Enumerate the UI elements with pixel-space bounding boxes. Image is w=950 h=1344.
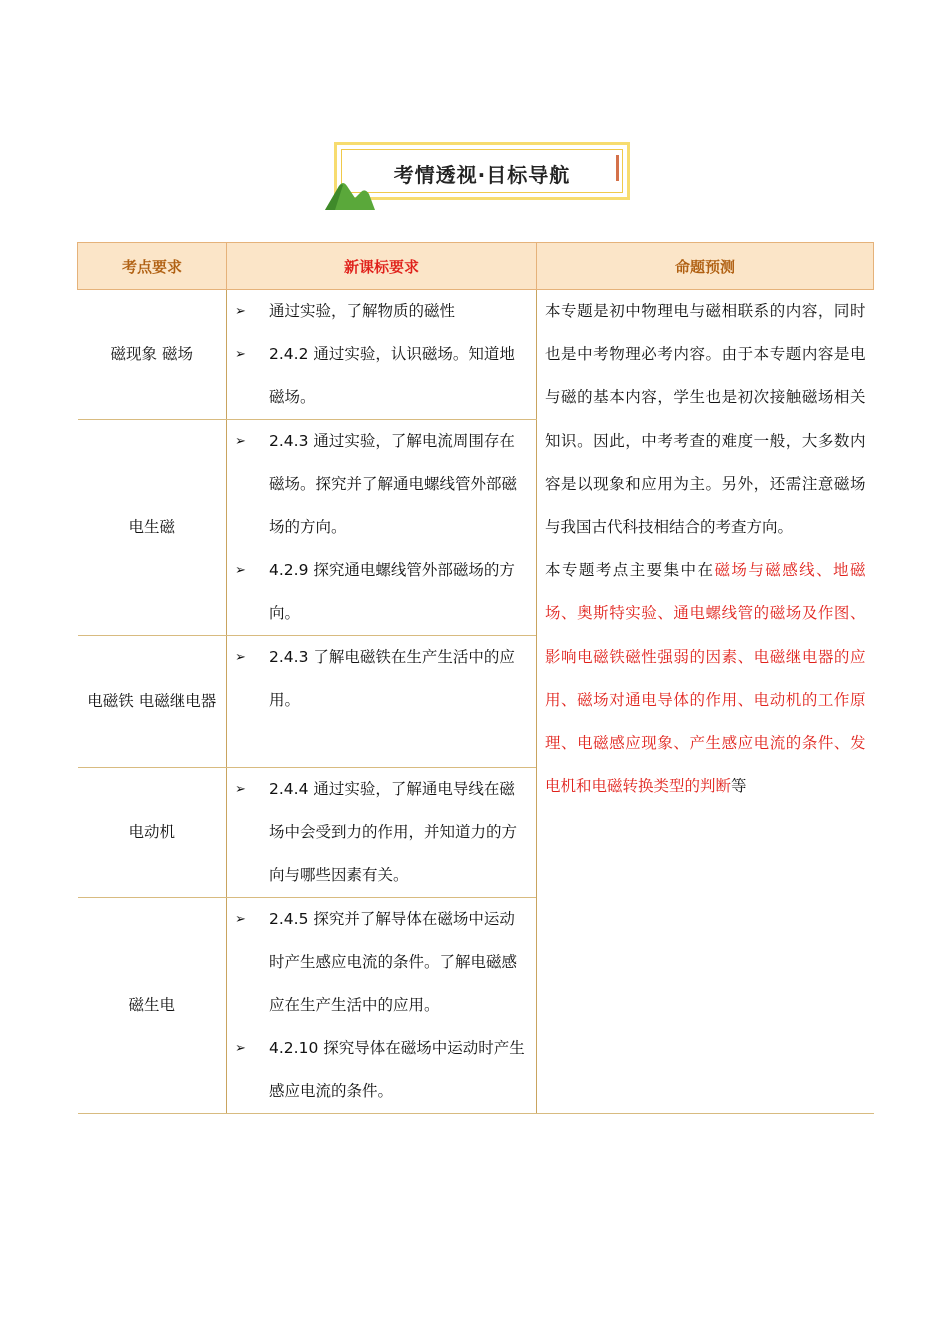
prediction-paragraph-1: 本专题是初中物理电与磁相联系的内容，同时也是中考物理必考内容。由于本专题内容是电与磁的基本内容，学生也是初次接触磁场相关知识。因此，中考考查的难度一般，大多数内容是以现象和应用为主。另外，还需注意磁场与我国古代科技相结合的考查方向。 [545, 302, 866, 537]
arrow-bullet-icon: ➢ [235, 782, 246, 797]
standard-cell [227, 420, 537, 636]
arrow-bullet-icon: ➢ [235, 912, 246, 927]
bullet-item: ➢ 4.2.10 探究导体在磁场中运动时产生感应电流的条件。 [227, 1027, 536, 1113]
standard-cell [227, 290, 537, 420]
header-prediction: 命题预测 [537, 243, 874, 290]
arrow-bullet-icon: ➢ [235, 563, 246, 578]
topic-cell: 磁现象 磁场 [78, 290, 227, 420]
header-curriculum-standard: 新课标要求 [227, 243, 537, 290]
topic-cell: 磁生电 [78, 898, 227, 1114]
arrow-bullet-icon: ➢ [235, 650, 246, 665]
standard-cell [227, 898, 537, 1114]
curriculum-table [77, 242, 874, 1114]
arrow-bullet-icon: ➢ [235, 347, 246, 362]
header-exam-points: 考点要求 [78, 243, 227, 290]
bullet-item: ➢ 2.4.4 通过实验，了解通电导线在磁场中会受到力的作用，并知道力的方向与哪些因素有关。 [227, 768, 536, 897]
topic-cell: 电生磁 [78, 420, 227, 636]
topic-cell: 电动机 [78, 768, 227, 898]
prediction-paragraph-2: 本专题考点主要集中在磁场与磁感线、地磁场、奥斯特实验、通电螺线管的磁场及作图、影响电磁铁磁性强弱的因素、电磁继电器的应用、磁场对通电导体的作用、电动机的工作原理、电磁感应现象、产生感应电流的条件、发电机和电磁转换类型的判断等 [545, 561, 866, 796]
table-row [78, 290, 874, 420]
bullet-item: ➢ 4.2.9 探究通电螺线管外部磁场的方向。 [227, 549, 536, 635]
table-header-row [78, 243, 874, 290]
bullet-item: ➢ 2.4.3 通过实验，了解电流周围存在磁场。探究并了解通电螺线管外部磁场的方向。 [227, 420, 536, 549]
standard-cell [227, 636, 537, 768]
arrow-bullet-icon: ➢ [235, 304, 246, 319]
key-topics-highlight: 磁场与磁感线、地磁场、奥斯特实验、通电螺线管的磁场及作图、影响电磁铁磁性强弱的因素、电磁继电器的应用、磁场对通电导体的作用、电动机的工作原理、电磁感应现象、产生感应电流的条件、发电机和电磁转换类型的判断 [545, 561, 866, 796]
mountain-icon [325, 180, 375, 210]
standard-cell [227, 768, 537, 898]
bullet-item: ➢ 2.4.5 探究并了解导体在磁场中运动时产生感应电流的条件。了解电磁感应在生产生活中的应用。 [227, 898, 536, 1027]
section-banner [334, 142, 630, 200]
banner-accent-bar [616, 155, 619, 181]
topic-cell: 电磁铁 电磁继电器 [78, 636, 227, 768]
banner-title: 考情透视·目标导航 [393, 163, 571, 187]
arrow-bullet-icon: ➢ [235, 434, 246, 449]
bullet-item: ➢ 2.4.2 通过实验，认识磁场。知道地磁场。 [227, 333, 536, 419]
arrow-bullet-icon: ➢ [235, 1041, 246, 1056]
bullet-item: ➢ 通过实验，了解物质的磁性 [227, 290, 536, 333]
prediction-cell [537, 290, 874, 1114]
bullet-item: ➢ 2.4.3 了解电磁铁在生产生活中的应用。 [227, 636, 536, 722]
